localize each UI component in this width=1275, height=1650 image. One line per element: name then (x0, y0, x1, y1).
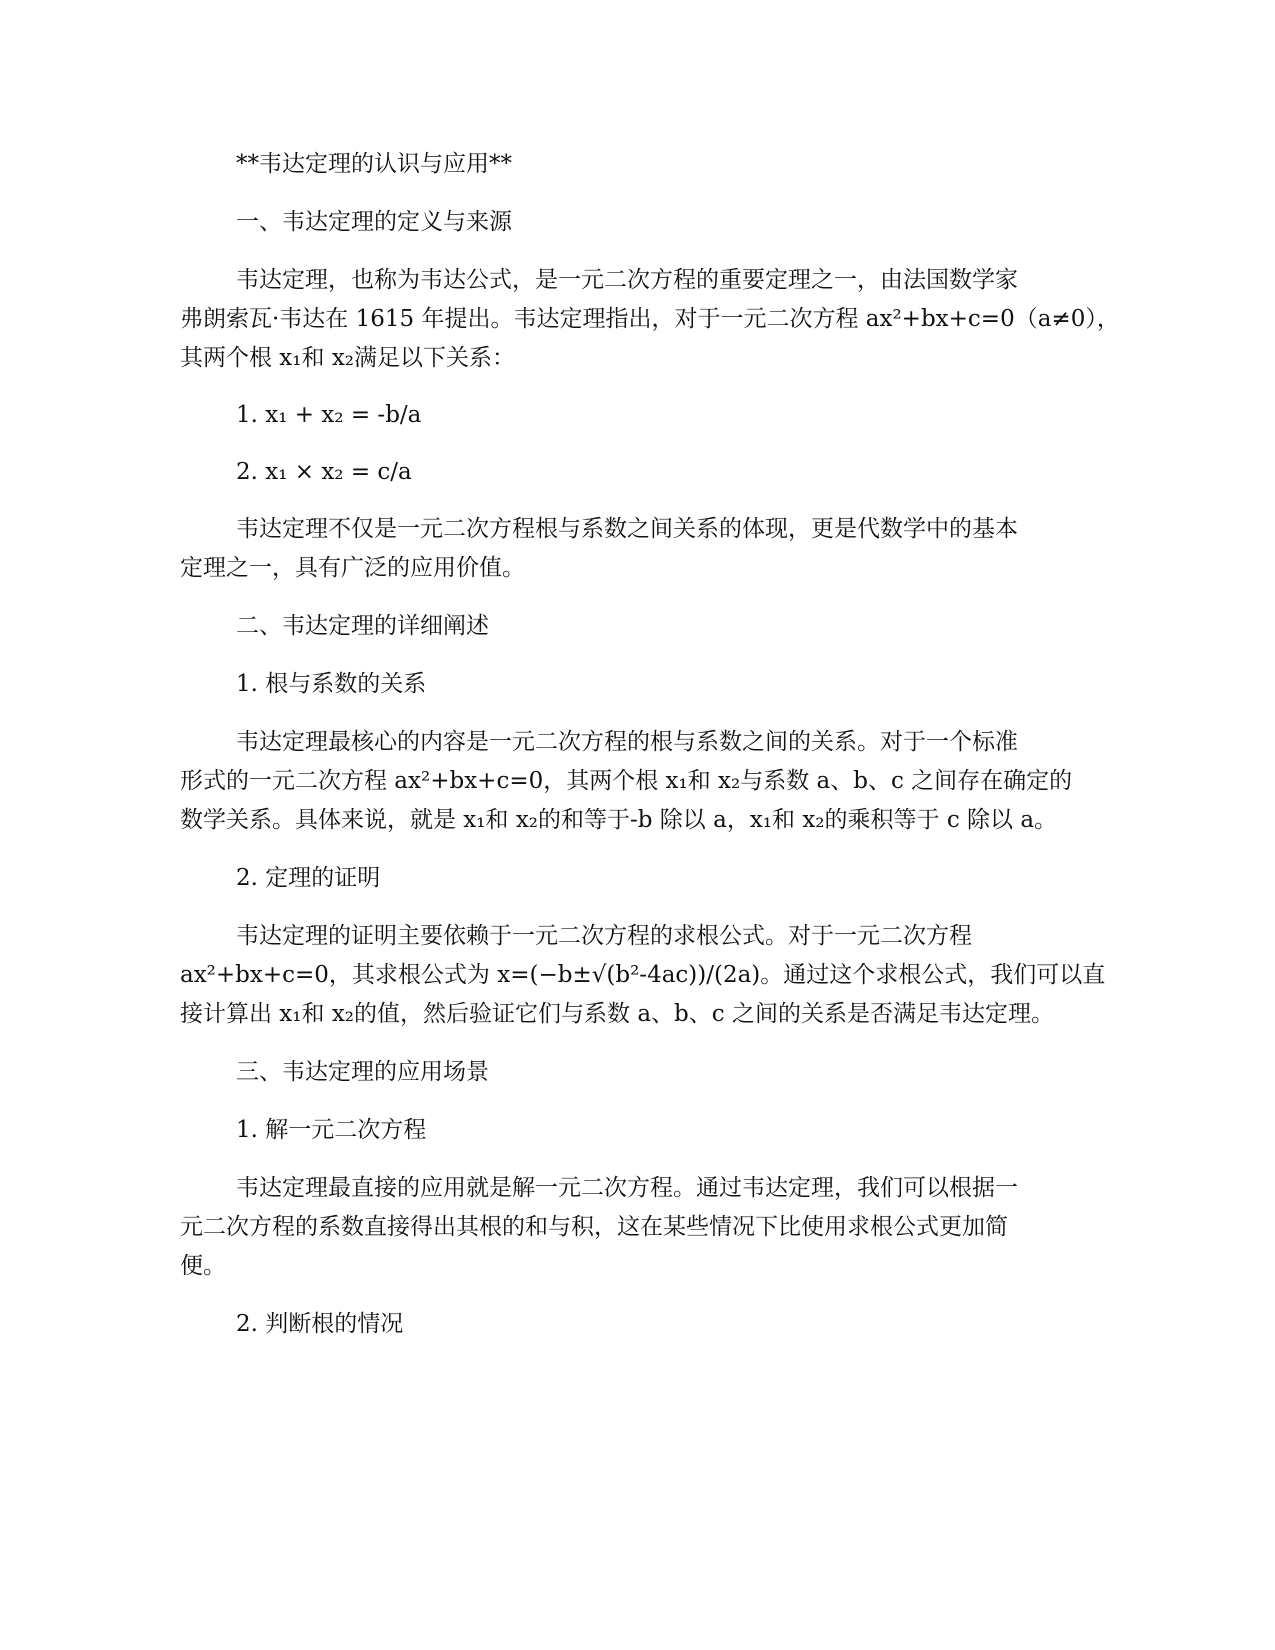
paragraph-line: 形式的一元二次方程 ax²+bx+c=0，其两个根 x₁和 x₂与系数 a、b、c 之间存在确定的 (180, 768, 1073, 794)
section2-sub2-heading: 2. 定理的证明 (236, 865, 381, 891)
section2-sub1-paragraph (180, 723, 1073, 840)
paragraph-line: 便。 (180, 1253, 226, 1279)
paragraph-line: 弗朗索瓦·韦达在 1615 年提出。韦达定理指出，对于一元二次方程 ax²+bx+c=0（a≠0）， (180, 306, 1120, 332)
paragraph-line: 数学关系。具体来说，就是 x₁和 x₂的和等于-b 除以 a，x₁和 x₂的乘积等于 c 除以 a。 (180, 807, 1058, 833)
paragraph-line: 其两个根 x₁和 x₂满足以下关系： (180, 345, 516, 371)
document-body (180, 145, 1120, 1344)
paragraph-line: 韦达定理最直接的应用就是解一元二次方程。通过韦达定理，我们可以根据一 (236, 1175, 1018, 1201)
paragraph-line: 接计算出 x₁和 x₂的值，然后验证它们与系数 a、b、c 之间的关系是否满足韦达定理。 (180, 1001, 1054, 1027)
section2-sub1-heading: 1. 根与系数的关系 (236, 671, 427, 697)
section1-intro-paragraph (180, 261, 1120, 378)
section3-sub2-heading: 2. 判断根的情况 (236, 1311, 404, 1337)
section1-summary-paragraph (180, 510, 1060, 588)
paragraph-line: 定理之一，具有广泛的应用价值。 (180, 555, 525, 581)
section3-heading: 三、韦达定理的应用场景 (236, 1059, 489, 1085)
section3-sub1-heading: 1. 解一元二次方程 (236, 1117, 427, 1143)
section1-heading: 一、韦达定理的定义与来源 (236, 209, 512, 235)
paragraph-line: 韦达定理不仅是一元二次方程根与系数之间关系的体现，更是代数学中的基本 (236, 516, 1018, 542)
document-title: **韦达定理的认识与应用** (236, 151, 512, 177)
paragraph-line: ax²+bx+c=0，其求根公式为 x=(−b±√(b²-4ac))/(2a)。通过这个求根公式，我们可以直 (180, 962, 1106, 988)
section3-sub1-paragraph (180, 1169, 1060, 1286)
paragraph-line: 元二次方程的系数直接得出其根的和与积，这在某些情况下比使用求根公式更加简 (180, 1214, 1008, 1240)
paragraph-line: 韦达定理，也称为韦达公式，是一元二次方程的重要定理之一，由法国数学家 (236, 267, 1018, 293)
section2-heading: 二、韦达定理的详细阐述 (236, 613, 489, 639)
formula-product: 2. x₁ × x₂ = c/a (236, 459, 412, 485)
section2-sub2-paragraph (180, 917, 1106, 1034)
formula-sum: 1. x₁ + x₂ = -b/a (236, 402, 422, 428)
paragraph-line: 韦达定理最核心的内容是一元二次方程的根与系数之间的关系。对于一个标准 (236, 729, 1018, 755)
paragraph-line: 韦达定理的证明主要依赖于一元二次方程的求根公式。对于一元二次方程 (236, 923, 972, 949)
